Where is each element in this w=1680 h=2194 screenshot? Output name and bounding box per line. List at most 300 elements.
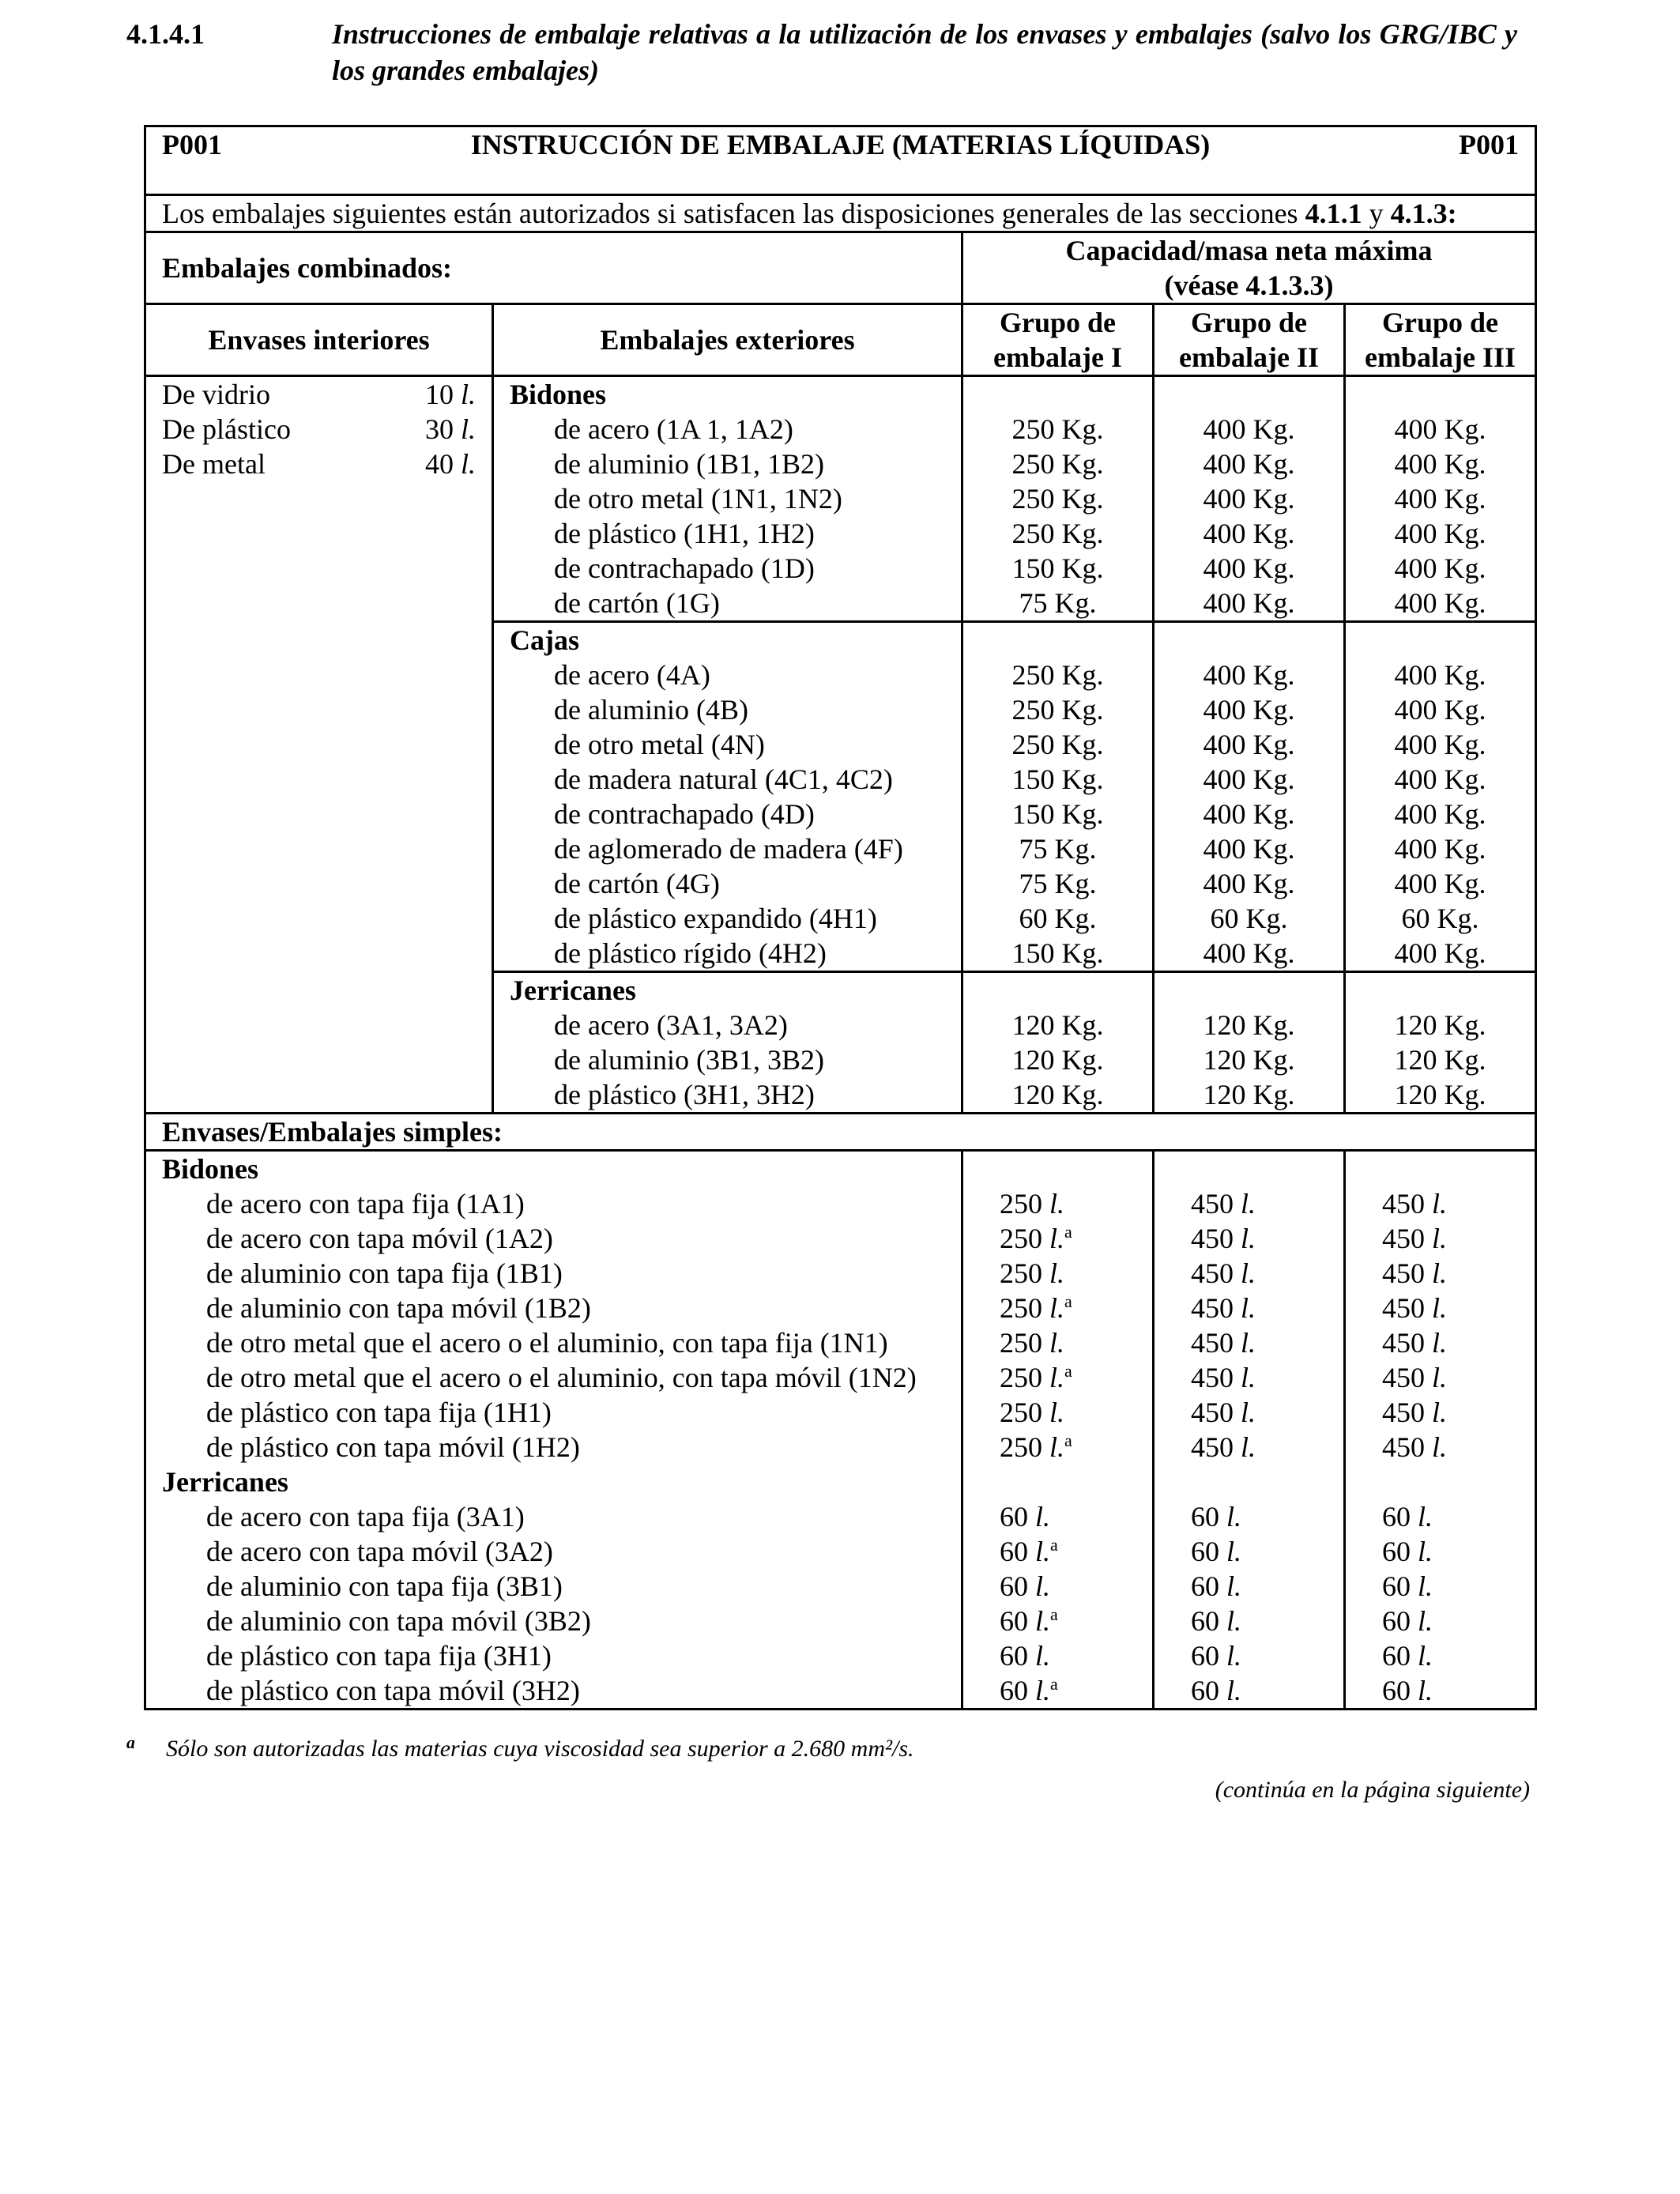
group-spacer <box>979 377 1136 412</box>
inner-packaging-name: De vidrio <box>162 379 270 410</box>
capacity-unit: l. <box>1241 1431 1256 1463</box>
col-outer-header: Embalajes exteriores <box>493 304 962 376</box>
capacity-unit: l. <box>1241 1397 1256 1428</box>
max-net-mass: 120 Kg. <box>1011 1044 1104 1076</box>
max-capacity <box>1170 1325 1328 1360</box>
capacity-amount: 450 <box>1382 1362 1425 1393</box>
max-net-mass: 400 Kg. <box>1203 413 1295 445</box>
max-net-mass: 150 Kg. <box>1011 763 1104 795</box>
capacity-unit: l. <box>1432 1223 1448 1254</box>
capacity-unit: l. <box>1049 1257 1065 1289</box>
capacity-amount: 60 <box>1000 1501 1028 1532</box>
max-net-mass: 120 Kg. <box>1011 1009 1104 1041</box>
capacity-amount: 450 <box>1191 1292 1234 1324</box>
single-pg2-values-cell <box>1154 1151 1345 1710</box>
capacity-amount: 250 <box>1000 1431 1042 1463</box>
max-net-mass: 60 Kg. <box>1019 903 1097 934</box>
max-net-mass: 400 Kg. <box>1203 763 1295 795</box>
single-pg3-values-cell <box>1345 1151 1536 1710</box>
max-capacity <box>979 1291 1136 1325</box>
capacity-amount: 60 <box>1191 1570 1219 1602</box>
capacity-amount: 250 <box>1000 1397 1042 1428</box>
group-spacer <box>1362 1152 1519 1186</box>
max-capacity <box>979 1569 1136 1604</box>
outer-group-cell <box>493 376 962 622</box>
max-net-mass: 150 Kg. <box>1011 552 1104 584</box>
capacity-unit: l. <box>1432 1327 1448 1359</box>
pg1-values-cell <box>962 622 1154 972</box>
max-capacity <box>1362 1360 1519 1395</box>
capacity-unit: l. <box>1049 1397 1065 1428</box>
footnote-ref: a <box>1050 1535 1058 1555</box>
section-number: 4.1.4.1 <box>126 18 205 50</box>
max-capacity <box>1170 1499 1328 1534</box>
max-net-mass: 150 Kg. <box>1011 937 1104 969</box>
max-net-mass: 400 Kg. <box>1203 798 1295 830</box>
single-group-title: Jerricanes <box>162 1466 288 1498</box>
single-packaging-label: de aluminio con tapa fija (1B1) <box>206 1257 563 1289</box>
capacity-unit: l. <box>1432 1431 1448 1463</box>
max-capacity <box>1170 1291 1328 1325</box>
single-packaging-label: de aluminio con tapa fija (3B1) <box>206 1570 563 1602</box>
max-capacity <box>1362 1534 1519 1569</box>
instruction-code-right: P001 <box>1459 129 1519 160</box>
col-pg1-header <box>962 304 1154 376</box>
capacity-unit: l. <box>1418 1640 1433 1672</box>
capacity-line-1: Capacidad/masa neta máxima <box>1065 235 1433 266</box>
max-net-mass: 150 Kg. <box>1011 798 1104 830</box>
group-spacer <box>979 623 1136 658</box>
max-capacity <box>1362 1325 1519 1360</box>
capacity-unit: l. <box>1226 1501 1242 1532</box>
footnote-ref: a <box>1064 1291 1072 1311</box>
capacity-amount: 60 <box>1000 1605 1028 1637</box>
max-capacity <box>1170 1256 1328 1291</box>
capacity-amount: 450 <box>1382 1431 1425 1463</box>
single-packaging-label: de otro metal que el acero o el aluminio, con tapa móvil (1N2) <box>206 1362 917 1393</box>
footnote-ref: a <box>1050 1604 1058 1624</box>
capacity-unit: l. <box>1049 1327 1065 1359</box>
capacity-unit: l. <box>1035 1536 1051 1567</box>
single-group-title: Bidones <box>162 1153 259 1185</box>
inner-packaging-amount: 30 <box>424 413 454 445</box>
outer-packaging-label: de contrachapado (4D) <box>554 798 815 830</box>
capacity-unit: l. <box>1241 1292 1256 1324</box>
capacity-unit: l. <box>1049 1431 1065 1463</box>
footnote-ref: a <box>1064 1431 1072 1450</box>
max-net-mass: 250 Kg. <box>1011 483 1104 515</box>
pg1-line-1: Grupo de <box>999 307 1117 338</box>
group-spacer <box>1170 623 1328 658</box>
capacity-amount: 60 <box>1382 1501 1411 1532</box>
capacity-unit: l. <box>1432 1397 1448 1428</box>
max-net-mass: 75 Kg. <box>1019 833 1097 865</box>
capacity-amount: 450 <box>1382 1397 1425 1428</box>
pg3-values-cell <box>1345 972 1536 1114</box>
capacity-amount: 60 <box>1382 1570 1411 1602</box>
capacity-amount: 60 <box>1191 1640 1219 1672</box>
capacity-amount: 60 <box>1382 1605 1411 1637</box>
col-inner-header: Envases interiores <box>145 304 493 376</box>
inner-packaging-name: De metal <box>162 448 266 480</box>
max-net-mass: 400 Kg. <box>1203 659 1295 691</box>
capacity-amount: 60 <box>1000 1536 1028 1567</box>
capacity-unit: l. <box>1432 1362 1448 1393</box>
max-net-mass: 400 Kg. <box>1394 448 1486 480</box>
single-body <box>145 1151 1536 1710</box>
footnote-ref: a <box>1050 1674 1058 1694</box>
capacity-amount: 60 <box>1382 1675 1411 1706</box>
outer-group-title: Cajas <box>510 624 579 656</box>
max-capacity <box>1170 1221 1328 1256</box>
max-net-mass: 250 Kg. <box>1011 518 1104 549</box>
capacity-unit: l. <box>1432 1257 1448 1289</box>
capacity-unit: l. <box>1418 1501 1433 1532</box>
capacity-unit: l. <box>1241 1188 1256 1220</box>
max-net-mass: 400 Kg. <box>1203 587 1295 619</box>
col-pg3-header <box>1345 304 1536 376</box>
outer-group-cell <box>493 622 962 972</box>
outer-packaging-label: de plástico (1H1, 1H2) <box>554 518 815 549</box>
max-capacity <box>1170 1569 1328 1604</box>
footnote-mark: a <box>126 1732 135 1752</box>
capacity-unit: l. <box>1049 1188 1065 1220</box>
single-packaging-label: de acero con tapa móvil (1A2) <box>206 1223 553 1254</box>
inner-packaging-unit: l. <box>460 379 476 410</box>
outer-packaging-label: de aglomerado de madera (4F) <box>554 833 903 865</box>
outer-packaging-label: de otro metal (1N1, 1N2) <box>554 483 842 515</box>
capacity-amount: 250 <box>1000 1362 1042 1393</box>
capacity-amount: 60 <box>1191 1536 1219 1567</box>
max-capacity <box>979 1395 1136 1430</box>
inner-packaging-unit: l. <box>460 448 476 480</box>
capacity-unit: l. <box>1432 1188 1448 1220</box>
capacity-amount: 60 <box>1191 1675 1219 1706</box>
intro-joiner: y <box>1362 198 1391 229</box>
combined-label: Embalajes combinados: <box>145 232 962 304</box>
inner-packaging-qty <box>425 377 476 412</box>
capacity-amount: 450 <box>1191 1257 1234 1289</box>
outer-packaging-label: de otro metal (4N) <box>554 729 765 760</box>
max-net-mass: 400 Kg. <box>1203 694 1295 726</box>
pg1-line-2: embalaje I <box>993 341 1122 373</box>
pg2-line-2: embalaje II <box>1179 341 1319 373</box>
max-capacity <box>1170 1604 1328 1638</box>
capacity-amount: 450 <box>1382 1257 1425 1289</box>
outer-packaging-label: de aluminio (3B1, 3B2) <box>554 1044 824 1076</box>
max-capacity <box>1170 1186 1328 1221</box>
outer-packaging-label: de madera natural (4C1, 4C2) <box>554 763 893 795</box>
pg1-values-cell <box>962 972 1154 1114</box>
max-net-mass: 400 Kg. <box>1394 413 1486 445</box>
group-spacer <box>1170 1152 1328 1186</box>
capacity-amount: 450 <box>1191 1431 1234 1463</box>
footnote-text: Sólo son autorizadas las materias cuya viscosidad sea superior a 2.680 mm²/s. <box>166 1736 914 1762</box>
combined-body <box>145 376 1536 1114</box>
max-capacity <box>1362 1256 1519 1291</box>
group-spacer <box>1170 377 1328 412</box>
max-capacity <box>1362 1638 1519 1673</box>
capacity-amount: 450 <box>1382 1188 1425 1220</box>
capacity-unit: l. <box>1035 1570 1051 1602</box>
group-spacer <box>979 1152 1136 1186</box>
group-spacer <box>1170 1465 1328 1499</box>
inner-packaging-amount: 10 <box>424 379 454 410</box>
max-net-mass: 400 Kg. <box>1203 518 1295 549</box>
group-spacer <box>979 973 1136 1008</box>
max-capacity <box>979 1499 1136 1534</box>
outer-packaging-label: de cartón (4G) <box>554 868 720 899</box>
capacity-amount: 450 <box>1382 1327 1425 1359</box>
max-capacity <box>1362 1430 1519 1465</box>
max-net-mass: 250 Kg. <box>1011 413 1104 445</box>
group-spacer <box>1362 377 1519 412</box>
max-capacity <box>1362 1221 1519 1256</box>
pg2-values-cell <box>1154 622 1345 972</box>
max-capacity <box>1170 1673 1328 1708</box>
max-net-mass: 75 Kg. <box>1019 587 1097 619</box>
max-net-mass: 400 Kg. <box>1203 937 1295 969</box>
outer-packaging-label: de aluminio (1B1, 1B2) <box>554 448 824 480</box>
max-capacity <box>1170 1638 1328 1673</box>
outer-group-title: Bidones <box>510 379 607 410</box>
max-net-mass: 400 Kg. <box>1394 729 1486 760</box>
capacity-unit: l. <box>1241 1362 1256 1393</box>
max-capacity <box>1362 1291 1519 1325</box>
pg2-values-cell <box>1154 972 1345 1114</box>
max-capacity <box>1362 1569 1519 1604</box>
max-capacity <box>1362 1673 1519 1708</box>
continued-note: (continúa en la página siguiente) <box>1215 1777 1530 1803</box>
intro-text: Los embalajes siguientes están autorizados si satisfacen las disposiciones generales de las secciones <box>162 198 1305 229</box>
capacity-line-2: (véase 4.1.3.3) <box>1164 270 1334 301</box>
capacity-amount: 250 <box>1000 1327 1042 1359</box>
capacity-unit: l. <box>1432 1292 1448 1324</box>
max-net-mass: 400 Kg. <box>1394 763 1486 795</box>
max-net-mass: 400 Kg. <box>1394 587 1486 619</box>
single-packaging-label: de acero con tapa fija (3A1) <box>206 1501 525 1532</box>
max-capacity <box>1362 1395 1519 1430</box>
capacity-unit: l. <box>1049 1292 1065 1324</box>
max-net-mass: 400 Kg. <box>1203 552 1295 584</box>
capacity-amount: 250 <box>1000 1188 1042 1220</box>
max-net-mass: 400 Kg. <box>1394 694 1486 726</box>
max-net-mass: 400 Kg. <box>1394 937 1486 969</box>
capacity-amount: 250 <box>1000 1257 1042 1289</box>
capacity-amount: 250 <box>1000 1292 1042 1324</box>
max-net-mass: 400 Kg. <box>1394 659 1486 691</box>
pg3-values-cell <box>1345 622 1536 972</box>
capacity-amount: 450 <box>1382 1223 1425 1254</box>
single-packaging-label: de plástico con tapa fija (1H1) <box>206 1397 552 1428</box>
section-title: Instrucciones de embalaje relativas a la utilización de los envases y embalajes (salvo los GRG/IBC y los grandes embalajes) <box>332 18 1517 86</box>
intro-ref-2: 4.1.3 <box>1390 198 1448 229</box>
capacity-amount: 250 <box>1000 1223 1042 1254</box>
max-capacity <box>1170 1430 1328 1465</box>
max-capacity <box>979 1604 1136 1638</box>
pg1-values-cell <box>962 376 1154 622</box>
pg3-values-cell <box>1345 376 1536 622</box>
max-net-mass: 400 Kg. <box>1394 798 1486 830</box>
single-packaging-label: de plástico con tapa móvil (3H2) <box>206 1675 580 1706</box>
max-net-mass: 250 Kg. <box>1011 729 1104 760</box>
max-net-mass: 400 Kg. <box>1203 729 1295 760</box>
inner-packaging-row <box>162 447 476 481</box>
outer-packaging-label: de acero (3A1, 3A2) <box>554 1009 788 1041</box>
outer-packaging-label: de plástico expandido (4H1) <box>554 903 877 934</box>
max-net-mass: 120 Kg. <box>1394 1009 1486 1041</box>
inner-packaging-unit: l. <box>460 413 476 445</box>
outer-packaging-label: de acero (4A) <box>554 659 710 691</box>
capacity-amount: 450 <box>1382 1292 1425 1324</box>
max-net-mass: 120 Kg. <box>1203 1009 1295 1041</box>
capacity-amount: 60 <box>1000 1675 1028 1706</box>
max-net-mass: 250 Kg. <box>1011 659 1104 691</box>
capacity-unit: l. <box>1241 1327 1256 1359</box>
inner-packaging-amount: 40 <box>424 448 454 480</box>
max-net-mass: 250 Kg. <box>1011 694 1104 726</box>
max-net-mass: 400 Kg. <box>1394 518 1486 549</box>
packing-instruction-table <box>144 125 1537 1710</box>
instruction-code-left: P001 <box>162 129 222 160</box>
single-packaging-label: de aluminio con tapa móvil (1B2) <box>206 1292 591 1324</box>
group-spacer <box>1362 973 1519 1008</box>
pg2-values-cell <box>1154 376 1345 622</box>
max-capacity <box>1362 1604 1519 1638</box>
max-net-mass: 120 Kg. <box>1203 1044 1295 1076</box>
capacity-unit: l. <box>1418 1605 1433 1637</box>
max-capacity <box>979 1325 1136 1360</box>
single-packaging-label: de aluminio con tapa móvil (3B2) <box>206 1605 591 1637</box>
outer-packaging-label: de plástico rígido (4H2) <box>554 937 827 969</box>
max-net-mass: 75 Kg. <box>1019 868 1097 899</box>
single-packaging-label: de otro metal que el acero o el aluminio, con tapa fija (1N1) <box>206 1327 888 1359</box>
capacity-unit: l. <box>1035 1605 1051 1637</box>
max-capacity <box>979 1186 1136 1221</box>
capacity-unit: l. <box>1418 1675 1433 1706</box>
max-capacity <box>1362 1499 1519 1534</box>
capacity-amount: 60 <box>1382 1536 1411 1567</box>
single-packagings-cell <box>145 1151 962 1710</box>
max-net-mass: 60 Kg. <box>1401 903 1479 934</box>
inner-packaging-qty <box>425 412 476 447</box>
outer-packaging-label: de contrachapado (1D) <box>554 552 815 584</box>
single-packaging-label: de acero con tapa móvil (3A2) <box>206 1536 553 1567</box>
max-capacity <box>1170 1395 1328 1430</box>
capacity-unit: l. <box>1035 1501 1051 1532</box>
max-net-mass: 400 Kg. <box>1203 483 1295 515</box>
max-capacity <box>979 1360 1136 1395</box>
max-capacity <box>979 1534 1136 1569</box>
max-capacity <box>1170 1360 1328 1395</box>
single-packaging-label: de plástico con tapa móvil (1H2) <box>206 1431 580 1463</box>
capacity-amount: 60 <box>1000 1570 1028 1602</box>
capacity-unit: l. <box>1226 1536 1242 1567</box>
max-net-mass: 400 Kg. <box>1394 868 1486 899</box>
max-net-mass: 400 Kg. <box>1394 552 1486 584</box>
outer-group-title: Jerricanes <box>510 974 636 1006</box>
max-net-mass: 60 Kg. <box>1210 903 1288 934</box>
max-capacity <box>1362 1186 1519 1221</box>
max-net-mass: 250 Kg. <box>1011 448 1104 480</box>
max-capacity <box>979 1221 1136 1256</box>
intro-end: : <box>1447 198 1457 229</box>
inner-packaging-row <box>162 412 476 447</box>
single-label: Envases/Embalajes simples: <box>145 1114 1536 1151</box>
single-packaging-label: de plástico con tapa fija (3H1) <box>206 1640 552 1672</box>
max-net-mass: 120 Kg. <box>1394 1079 1486 1110</box>
outer-packaging-label: de cartón (1G) <box>554 587 720 619</box>
capacity-amount: 450 <box>1191 1223 1234 1254</box>
outer-packaging-label: de aluminio (4B) <box>554 694 748 726</box>
capacity-unit: l. <box>1035 1675 1051 1706</box>
capacity-unit: l. <box>1418 1536 1433 1567</box>
max-net-mass: 120 Kg. <box>1203 1079 1295 1110</box>
capacity-unit: l. <box>1226 1640 1242 1672</box>
capacity-unit: l. <box>1049 1362 1065 1393</box>
max-capacity <box>979 1430 1136 1465</box>
inner-packaging-row <box>162 377 476 412</box>
outer-packaging-label: de plástico (3H1, 3H2) <box>554 1079 815 1110</box>
capacity-unit: l. <box>1049 1223 1065 1254</box>
group-spacer <box>1362 623 1519 658</box>
capacity-amount: 450 <box>1191 1188 1234 1220</box>
outer-packaging-label: de acero (1A 1, 1A2) <box>554 413 793 445</box>
inner-packaging-qty <box>425 447 476 481</box>
instruction-header <box>145 126 1536 195</box>
pg3-line-2: embalaje III <box>1365 341 1516 373</box>
intro-row <box>145 195 1536 232</box>
pg3-line-1: Grupo de <box>1381 307 1499 338</box>
max-net-mass: 400 Kg. <box>1394 833 1486 865</box>
max-net-mass: 400 Kg. <box>1394 483 1486 515</box>
capacity-unit: l. <box>1226 1570 1242 1602</box>
capacity-amount: 60 <box>1191 1605 1219 1637</box>
capacity-amount: 60 <box>1000 1640 1028 1672</box>
footnote-ref: a <box>1064 1222 1072 1242</box>
capacity-amount: 450 <box>1191 1362 1234 1393</box>
capacity-unit: l. <box>1226 1675 1242 1706</box>
group-spacer <box>979 1465 1136 1499</box>
group-spacer <box>1170 973 1328 1008</box>
inner-packaging-name: De plástico <box>162 413 291 445</box>
outer-group-cell <box>493 972 962 1114</box>
max-net-mass: 400 Kg. <box>1203 448 1295 480</box>
max-net-mass: 120 Kg. <box>1011 1079 1104 1110</box>
col-pg2-header <box>1154 304 1345 376</box>
capacity-unit: l. <box>1418 1570 1433 1602</box>
capacity-amount: 60 <box>1191 1501 1219 1532</box>
capacity-unit: l. <box>1035 1640 1051 1672</box>
intro-ref-1: 4.1.1 <box>1305 198 1362 229</box>
capacity-header <box>962 232 1536 304</box>
max-capacity <box>979 1256 1136 1291</box>
pg2-line-1: Grupo de <box>1190 307 1308 338</box>
footnote-ref: a <box>1064 1361 1072 1381</box>
max-capacity <box>979 1638 1136 1673</box>
max-net-mass: 400 Kg. <box>1203 868 1295 899</box>
max-net-mass: 120 Kg. <box>1394 1044 1486 1076</box>
max-capacity <box>1170 1534 1328 1569</box>
max-net-mass: 400 Kg. <box>1203 833 1295 865</box>
capacity-unit: l. <box>1226 1605 1242 1637</box>
capacity-amount: 60 <box>1382 1640 1411 1672</box>
capacity-unit: l. <box>1241 1223 1256 1254</box>
capacity-amount: 450 <box>1191 1397 1234 1428</box>
max-capacity <box>979 1673 1136 1708</box>
inner-packagings-cell <box>145 376 493 1114</box>
capacity-amount: 450 <box>1191 1327 1234 1359</box>
